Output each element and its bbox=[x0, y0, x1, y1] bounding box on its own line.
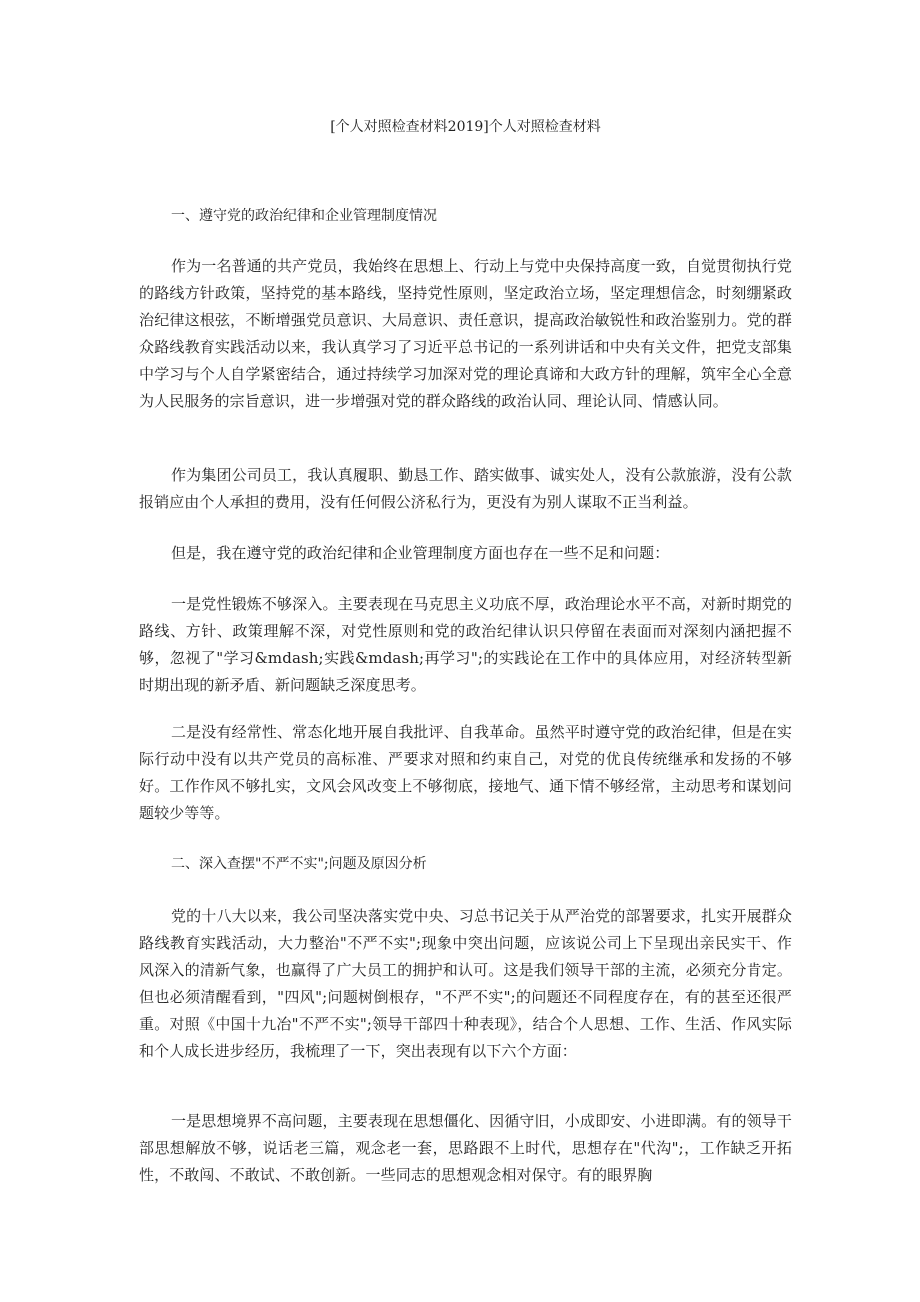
paragraph: 二是没有经常性、常态化地开展自我批评、自我革命。虽然平时遵守党的政治纪律，但是在实际行动中没有以共产党员的高标准、严要求对照和约束自己，对党的优良传统继承和发扬的不够好。工作作风不够扎实，文风会风改变上不够彻底，接地气、通下情不够经常，主动思考和谋划问题较少等等。 bbox=[139, 723, 792, 822]
paragraph: 但是，我在遵守党的政治纪律和企业管理制度方面也存在一些不足和问题： bbox=[171, 544, 670, 562]
section-heading-1: 一、遵守党的政治纪律和企业管理制度情况 bbox=[171, 208, 437, 224]
paragraph: 作为一名普通的共产党员，我始终在思想上、行动上与党中央保持高度一致，自觉贯彻执行党的路线方针政策，坚持党的基本路线，坚持党性原则，坚定政治立场，坚定理想信念，时刻绷紧政治纪律这根弦，不断增强党员意识、大局意识、责任意识，提高政治敏锐性和政治鉴别力。党的群众路线教育实践活动以来，我认真学习了习近平总书记的一系列讲话和中央有关文件，把党支部集中学习与个人自学紧密结合，通过持续学习加深对党的理论真谛和大政方针的理解，筑牢全心全意为人民服务的宗旨意识，进一步增强对党的群众路线的政治认同、理论认同、情感认同。 bbox=[139, 257, 792, 410]
paragraph: 作为集团公司员工，我认真履职、勤恳工作、踏实做事、诚实处人，没有公款旅游，没有公款报销应由个人承担的费用，没有任何假公济私行为，更没有为别人谋取不正当利益。 bbox=[139, 466, 792, 511]
paragraph: 党的十八大以来，我公司坚决落实党中央、习总书记关于从严治党的部署要求，扎实开展群众路线教育实践活动，大力整治"不严不实";现象中突出问题，应该说公司上下呈现出亲民实干、作风深入的清新气象，也赢得了广大员工的拥护和认可。这是我们领导干部的主流，必须充分肯定。但也必须清醒看到，"四风";问题树倒根存，"不严不实";的问题还不同程度存在，有的甚至还很严重。对照《中国十九冶"不严不实";领导干部四十种表现》，结合个人思想、工作、生活、作风实际和个人成长进步经历，我梳理了一下，突出表现有以下六个方面： bbox=[139, 907, 792, 1060]
document-title: [个人对照检查材料2019]个人对照检查材料 bbox=[330, 119, 601, 135]
paragraph: 一是思想境界不高问题，主要表现在思想僵化、因循守旧，小成即安、小进即满。有的领导干部思想解放不够，说话老三篇，观念老一套，思路跟不上时代，思想存在"代沟";，工作缺乏开拓性，不敢闯、不敢试、不敢创新。一些同志的思想观念相对保守。有的眼界胸 bbox=[139, 1112, 792, 1184]
section-heading-2: 二、深入查摆"不严不实";问题及原因分析 bbox=[171, 856, 427, 872]
paragraph: 一是党性锻炼不够深入。主要表现在马克思主义功底不厚，政治理论水平不高，对新时期党的路线、方针、政策理解不深，对党性原则和党的政治纪律认识只停留在表面而对深刻内涵把握不够，忽视了"学习&mdash;实践&mdash;再学习";的实践论在工作中的具体应用，对经济转型新时期出现的新矛盾、新问题缺乏深度思考。 bbox=[139, 595, 792, 694]
